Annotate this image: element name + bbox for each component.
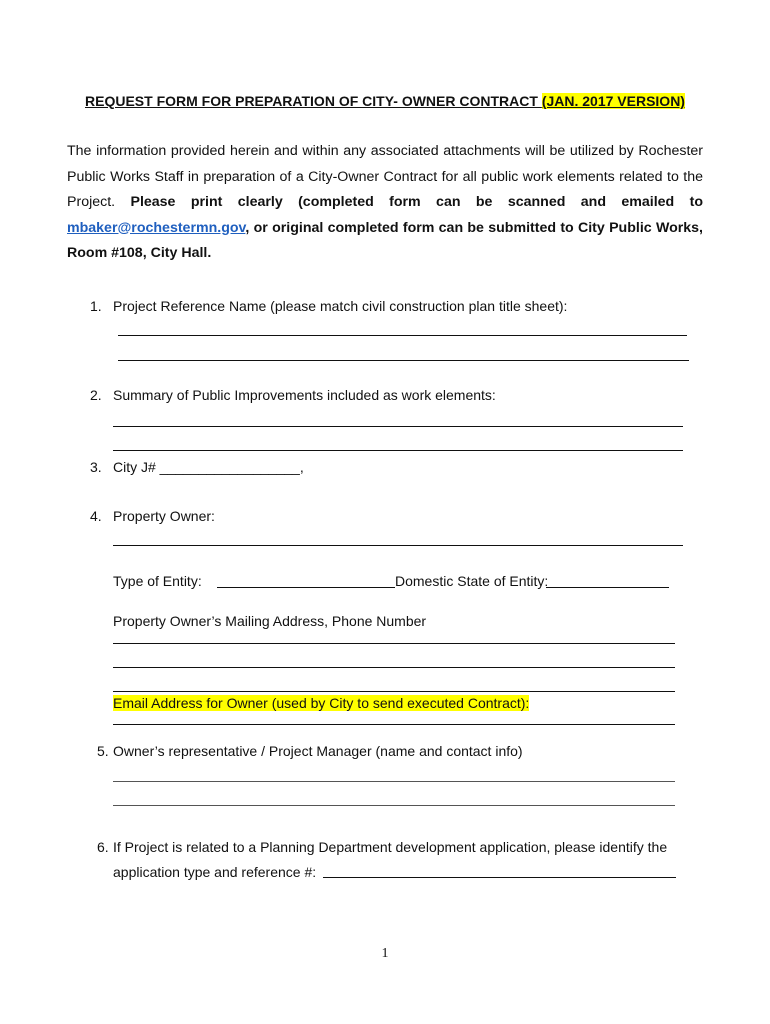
item-6-label-cont: application type and reference #: (113, 864, 317, 880)
item-1-label: Project Reference Name (please match civil construction plan title sheet): (113, 298, 568, 314)
application-reference-line[interactable] (323, 877, 676, 878)
mailing-address-line-2[interactable] (113, 667, 675, 668)
domestic-state-line[interactable] (546, 587, 669, 588)
representative-line-2[interactable] (113, 805, 675, 806)
item-3-number: 3. (90, 459, 102, 475)
item-6-label: If Project is related to a Planning Department development application, please identify the (113, 839, 668, 855)
owner-email-label: Email Address for Owner (used by City to send executed Contract): (113, 695, 530, 711)
form-title (0, 93, 770, 109)
entity-type-label: Type of Entity: (113, 573, 202, 589)
mailing-address-line-3[interactable] (113, 691, 675, 692)
item-2-number: 2. (90, 387, 102, 403)
item-2-label: Summary of Public Improvements included as work elements: (113, 387, 496, 403)
project-name-line-1[interactable] (118, 335, 687, 336)
intro-instruction: Please print clearly (completed form can be scanned and emailed to (130, 194, 703, 210)
owner-email-line[interactable] (113, 724, 675, 725)
item-6-number: 6. (97, 839, 109, 855)
improvements-line-1[interactable] (113, 426, 683, 427)
mailing-address-line-1[interactable] (113, 643, 675, 644)
property-owner-line[interactable] (113, 545, 683, 546)
entity-type-line[interactable] (217, 587, 395, 588)
title-version: (JAN. 2017 VERSION) (541, 93, 685, 109)
item-5-number: 5. (97, 743, 109, 759)
item-1-number: 1. (90, 298, 102, 314)
intro-text: The information provided herein and within any associated attachments will be utilized by Rochester Public Works Staff in preparation of a City-Owner Contract for all public work elements related to the Project. (67, 143, 703, 210)
intro-paragraph (67, 139, 703, 267)
city-j-field[interactable]: City J# __________________, (113, 459, 304, 475)
page-number: 1 (381, 946, 389, 961)
item-4-label: Property Owner: (113, 508, 215, 524)
project-name-line-2[interactable] (118, 360, 689, 361)
mailing-address-label: Property Owner’s Mailing Address, Phone Number (113, 613, 427, 629)
item-5-label: Owner’s representative / Project Manager (name and contact info) (113, 743, 523, 759)
domestic-state-label: Domestic State of Entity: (395, 573, 549, 589)
representative-line-1[interactable] (113, 781, 675, 782)
item-4-number: 4. (90, 508, 102, 524)
title-main: REQUEST FORM FOR PREPARATION OF CITY- OWNER CONTRACT (85, 93, 542, 109)
email-link[interactable]: mbaker@rochestermn.gov (67, 219, 246, 236)
intro-instruction-cont: , or original completed form can be submitted to City Public Works, Room #108, City Hall. (67, 219, 703, 261)
improvements-line-2[interactable] (113, 450, 683, 451)
